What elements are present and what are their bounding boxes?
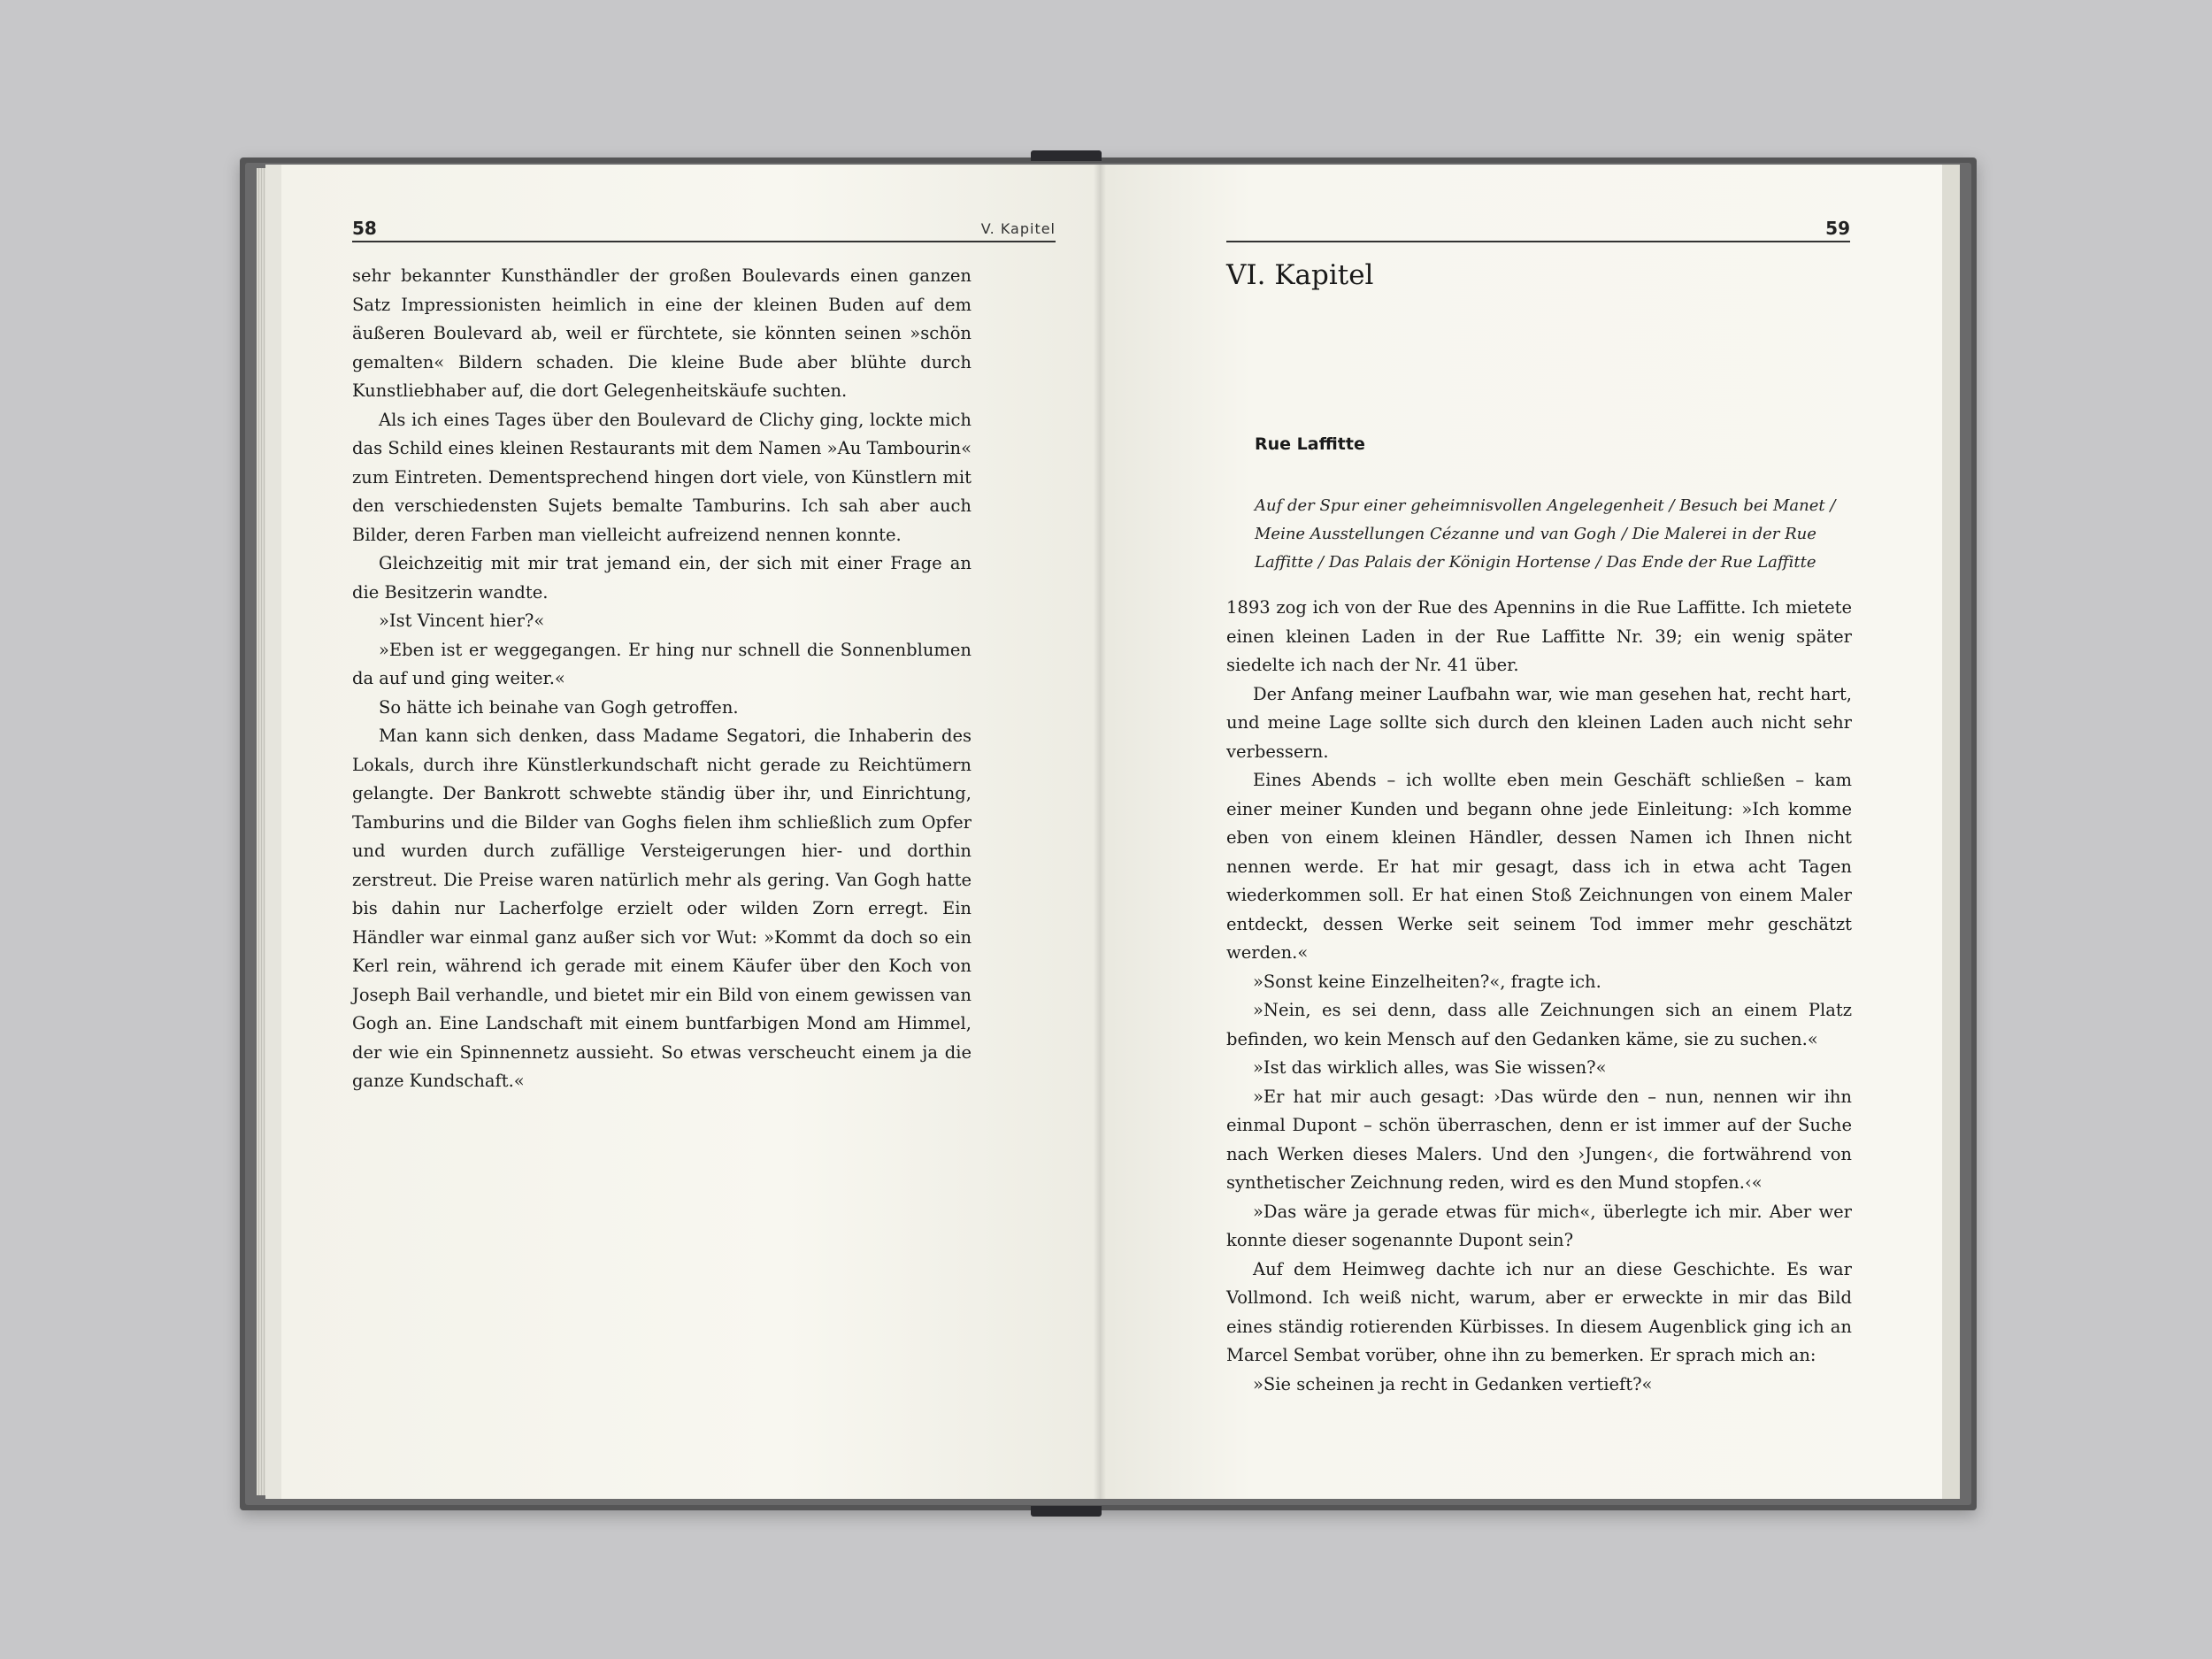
spine-top (1031, 150, 1102, 161)
right-page-body (1226, 594, 1852, 1399)
paragraph: »Eben ist er weggegangen. Er hing nur schnell die Sonnenblumen da auf und ging weiter.« (352, 639, 972, 688)
paragraph: sehr bekannter Kunsthändler der großen Boulevards einen ganzen Satz Impressionisten heimlich in eine der kleinen Buden auf dem äußeren Boulevard ab, weil er fürchtete, sie könnten seinen »schön gemalten« Bildern schaden. Die kleine Bude aber blühte durch Kunstliebhaber auf, die dort Gelegenheitskäufe suchten. (352, 265, 972, 401)
paragraph: »Ist Vincent hier?« (379, 611, 545, 631)
left-page-body (352, 262, 972, 1096)
spine-bottom (1031, 1506, 1102, 1517)
chapter-summary: Auf der Spur einer geheimnisvollen Angelegenheit / Besuch bei Manet / Meine Ausstellungen Cézanne und van Gogh / Die Malerei in der Rue Laffitte / Das Palais der Königin Hortense / Das Ende der Rue Laffitte (1255, 496, 1836, 572)
paragraph: Man kann sich denken, dass Madame Segatori, die Inhaberin des Lokals, durch ihre Künstlerkundschaft nicht gerade zu Reichtümern gelangte. Der Bankrott schwebte ständig über ihr, und Einrichtung, Tamburins und die Bilder van Goghs fielen ihm schließlich zum Opfer und wurden durch zufällige Versteigerungen hier- und dorthin zerstreut. Die Preise waren natürlich mehr als gering. Van Gogh hatte bis dahin nur Lacherfolge erzielt oder wilden Zorn erregt. Ein Händler war einmal ganz außer sich vor Wut: »Kommt da doch so ein Kerl rein, während ich gerade mit einem Käufer über den Koch von Joseph Bail verhandle, und bietet mir ein Bild von einem gewissen van Gogh an. Eine Landschaft mit einem buntfarbigen Mond am Himmel, der wie ein Spinnennetz aussieht. So etwas verscheucht einem ja die ganze Kundschaft.« (352, 726, 972, 1091)
paragraph: »Das wäre ja gerade etwas für mich«, überlegte ich mir. Aber wer konnte dieser sogenannte Dupont sein? (1226, 1201, 1852, 1250)
paragraph: Auf dem Heimweg dachte ich nur an diese Geschichte. Es war Vollmond. Ich weiß nicht, warum, aber er erweckte in mir das Bild eines ständig rotierenden Kürbisses. In diesem Augenblick ging ich an Marcel Sembat vorüber, ohne ihn zu bemerken. Er sprach mich an: (1226, 1258, 1852, 1365)
paragraph: 1893 zog ich von der Rue des Apennins in die Rue Laffitte. Ich mietete einen kleinen Laden in der Rue Laffitte Nr. 39; ein wenig später siedelte ich nach der Nr. 41 über. (1226, 597, 1852, 675)
paragraph: So hätte ich beinahe van Gogh getroffen. (379, 696, 739, 718)
paragraph: »Sie scheinen ja recht in Gedanken vertieft?« (1253, 1373, 1653, 1394)
right-page (1100, 165, 1960, 1499)
left-page-header (352, 214, 1056, 242)
book-gutter (1094, 165, 1106, 1499)
section-title: Rue Laffitte (1255, 434, 1365, 454)
running-head: V. Kapitel (980, 220, 1056, 237)
paragraph: Der Anfang meiner Laufbahn war, wie man gesehen hat, recht hart, und meine Lage sollte sich durch den kleinen Laden auch nicht sehr verbessern. (1226, 683, 1852, 762)
paragraph: Gleichzeitig mit mir trat jemand ein, der sich mit einer Frage an die Besitzerin wandte. (352, 553, 972, 603)
paragraph: Als ich eines Tages über den Boulevard de Clichy ging, lockte mich das Schild eines kleinen Restaurants mit dem Namen »Au Tambourin« zum Eintreten. Dementsprechend hingen dort viele, von Künstlern mit den verschiedensten Sujets bemalte Tamburins. Ich sah aber auch Bilder, deren Farben man vielleicht aufreizend nennen konnte. (352, 409, 972, 545)
page-number: 59 (1825, 218, 1850, 239)
page-number: 58 (352, 218, 377, 239)
paragraph: Eines Abends – ich wollte eben mein Geschäft schließen – kam einer meiner Kunden und begann ohne jede Einleitung: »Ich komme eben von einem kleinen Händler, dessen Namen ich Ihnen nicht nennen werde. Er hat mir gesagt, dass ich in etwa acht Tagen wiederkommen soll. Er hat einen Stoß Zeichnungen von einem Maler entdeckt, dessen Werke seit seinem Tod immer mehr geschätzt werden.« (1226, 770, 1852, 963)
chapter-title: VI. Kapitel (1226, 259, 1374, 291)
paragraph: »Nein, es sei denn, dass alle Zeichnungen sich an einem Platz befinden, wo kein Mensch auf den Gedanken käme, sie zu suchen.« (1226, 1000, 1852, 1049)
page-edges-left (257, 168, 265, 1495)
paragraph: »Er hat mir auch gesagt: ›Das würde den – nun, nennen wir ihn einmal Dupont – schön überraschen, denn er ist immer auf der Suche nach Werken dieses Malers. Und den ›Jungen‹, die fortwährend von synthetischer Zeichnung reden, wird es den Mund stopfen.‹« (1226, 1086, 1852, 1193)
left-page (265, 165, 1116, 1499)
right-page-header (1226, 214, 1850, 242)
paragraph: »Ist das wirklich alles, was Sie wissen?« (1253, 1057, 1607, 1078)
paragraph: »Sonst keine Einzelheiten?«, fragte ich. (1253, 971, 1601, 992)
